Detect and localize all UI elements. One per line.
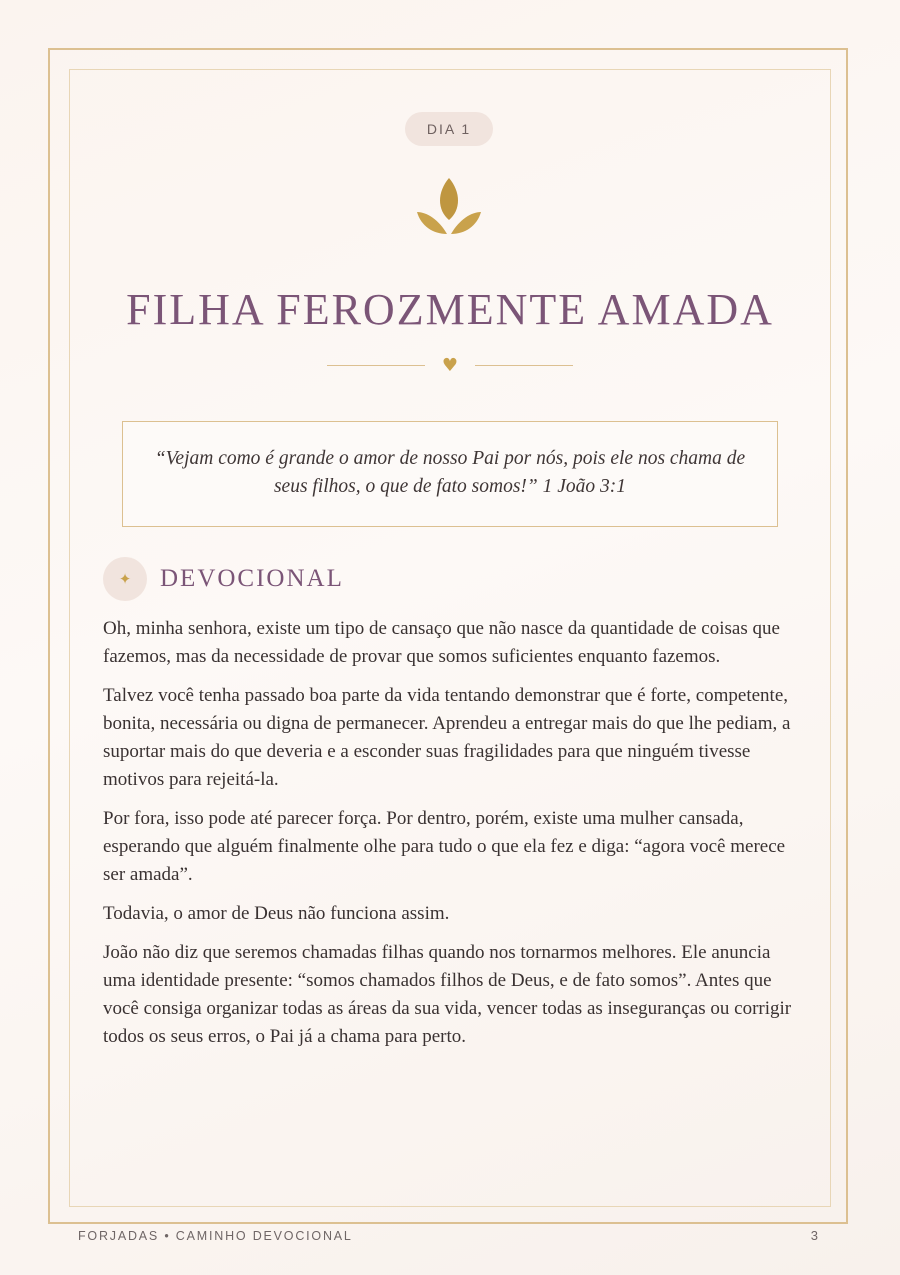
sparkle-icon: ✦ xyxy=(103,557,147,601)
divider-line-right xyxy=(475,365,573,366)
divider-line-left xyxy=(327,365,425,366)
title-divider xyxy=(327,354,573,378)
body-paragraph: Talvez você tenha passado boa parte da vida tentando demonstrar que é forte, competente, bonita, necessária ou digna de permanecer. Aprendeu a entregar mais do que lhe pediam, a suportar mais do que deveria e a esconder suas fragilidades para que ninguém tivesse motivos para rejeitá-la. xyxy=(103,685,791,790)
body-paragraph: Oh, minha senhora, existe um tipo de cansaço que não nasce da quantidade de coisas que fazemos, mas da necessidade de provar que somos suficientes enquanto fazemos. xyxy=(103,618,780,667)
body-paragraph: Todavia, o amor de Deus não funciona assim. xyxy=(103,903,450,924)
day-badge: DIA 1 xyxy=(405,112,493,146)
page-number: 3 xyxy=(810,1228,818,1243)
footer-book-title: FORJADAS • CAMINHO DEVOCIONAL xyxy=(78,1229,353,1243)
body-paragraph: João não diz que seremos chamadas filhas quando nos tornarmos melhores. Ele anuncia uma identidade presente: “somos chamados filhos de Deus, e de fato somos”. Antes que você consiga organizar todas as áreas da sua vida, vencer todas as inseguranças ou corrigir todos os seus erros, o Pai já a chama para perto. xyxy=(103,942,792,1047)
page-title: FILHA FEROZMENTE AMADA xyxy=(126,285,774,334)
heart-icon: ♥ xyxy=(441,355,459,376)
scripture-quote-box xyxy=(122,421,778,527)
scripture-quote-text: “Vejam como é grande o amor de nosso Pai por nós, pois ele nos chama de seus filhos, o que de fato somos!” 1 João 3:1 xyxy=(154,448,746,497)
body-paragraph: Por fora, isso pode até parecer força. Por dentro, porém, existe uma mulher cansada, esperando que alguém finalmente olhe para tudo o que ela fez e diga: “agora você merece ser amada”. xyxy=(103,808,786,885)
section-heading: DEVOCIONAL xyxy=(160,565,344,592)
devotional-body xyxy=(103,615,803,1062)
lotus-icon xyxy=(415,176,483,238)
